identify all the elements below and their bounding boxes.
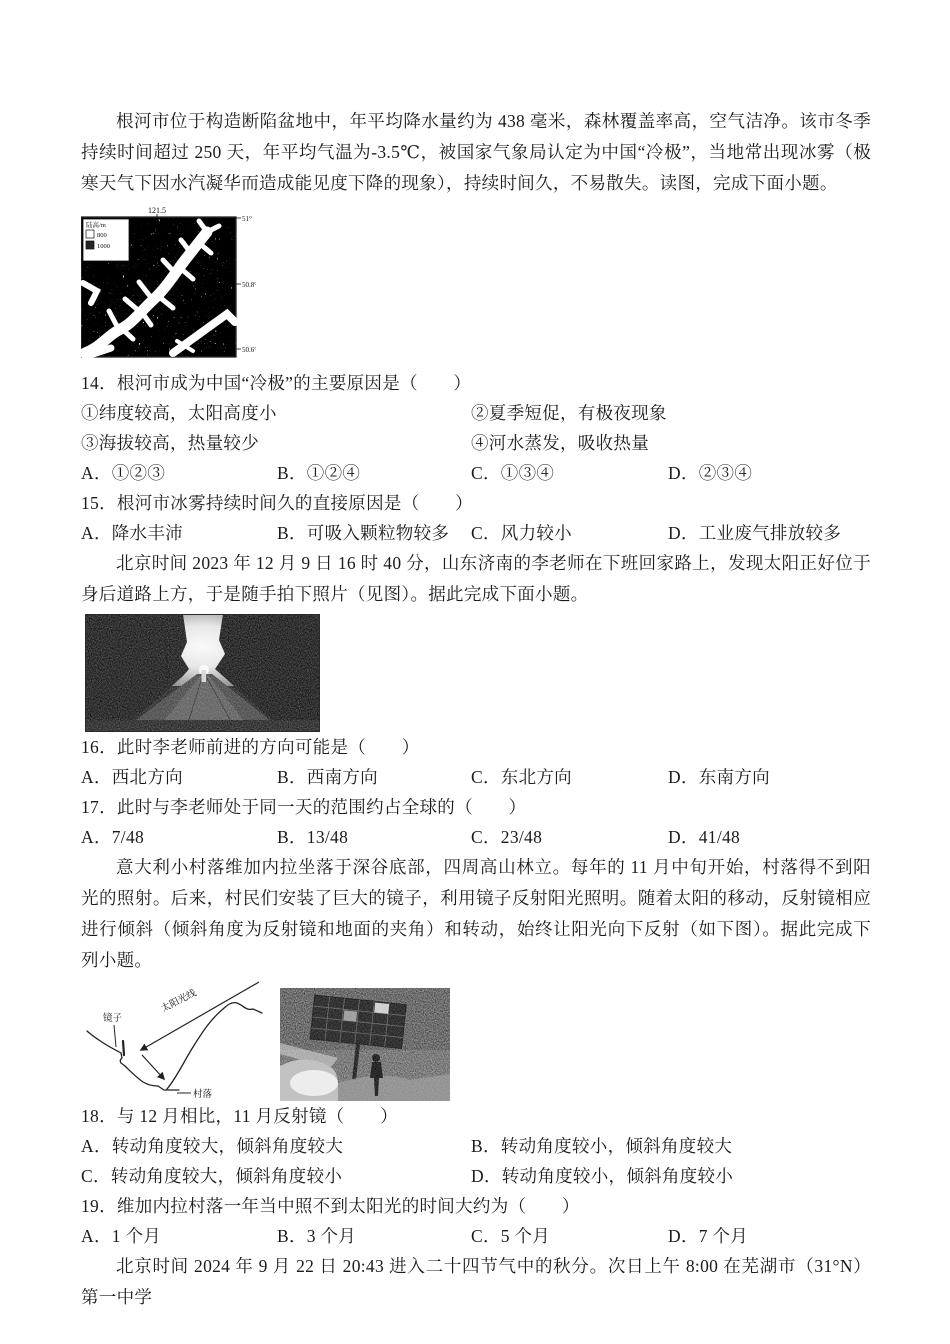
q15-option-b: B．可吸入颗粒物较多: [277, 523, 450, 543]
question-14: [81, 368, 871, 488]
question-19-options: [81, 1221, 871, 1251]
question-15-options: [81, 518, 871, 548]
q14-option-a: A．①②③: [81, 463, 166, 483]
genhe-map-figure: [81, 205, 871, 366]
q14-statement-1: ①纬度较高，太阳高度小: [81, 403, 277, 423]
q14-statement-3: ③海拔较高，热量较少: [81, 433, 259, 453]
question-15: [81, 488, 871, 548]
sun-ray-arrow: [141, 982, 259, 1050]
mirror-leader-line: [114, 1025, 116, 1047]
mirror-photo-grain-2: [280, 988, 450, 1101]
q14-statement-2: ②夏季短促，有极夜现象: [471, 403, 667, 423]
question-15-stem: 15．根河市冰雾持续时间久的直接原因是（ ）: [81, 493, 473, 513]
sunray-label: 太阳光线: [159, 988, 199, 1015]
question-18-options-row-2: [81, 1161, 871, 1191]
question-18-stem: 18．与 12 月相比，11 月反射镜（ ）: [81, 1106, 398, 1126]
map-city-label: 根河市: [115, 262, 139, 271]
q17-option-b: B．13/48: [277, 827, 349, 847]
q19-option-b: B．3 个月: [277, 1226, 357, 1246]
q16-option-c: C．东北方向: [471, 767, 572, 787]
map-longitude-label: 121.5: [148, 206, 166, 215]
q19-option-d: D．7 个月: [668, 1226, 749, 1246]
q17-option-c: C．23/48: [471, 827, 543, 847]
mirror-label: 镜子: [103, 1014, 123, 1024]
question-14-options: [81, 458, 871, 488]
map-legend-label-1000: 1000: [97, 243, 110, 250]
map-legend-swatch-1000: [86, 241, 94, 249]
map-legend: [83, 219, 129, 261]
q14-option-b: B．①②④: [277, 463, 361, 483]
passage-genhe-intro: 根河市位于构造断陷盆地中，年平均降水量约为 438 毫米，森林覆盖率高，空气洁净。该市冬季持续时间超过 250 天，年平均气温为-3.5℃，被国家气象局认定为中国“冷极”，当地常出现冰雾（极寒天气下因水汽凝华而造成能见度下降的现象），持续时间久，不易散失。读图，完成下面小题。: [81, 111, 871, 193]
genhe-elevation-map: [81, 205, 256, 361]
map-latitude-50-6: 50.6°: [242, 346, 256, 354]
viganella-figures: [81, 979, 871, 1101]
question-18: [81, 1101, 871, 1191]
q18-option-c: C．转动角度较大，倾斜角度较小: [81, 1166, 343, 1186]
q18-option-a: A．转动角度较大，倾斜角度较大: [81, 1136, 344, 1156]
photo-grain: [85, 614, 320, 732]
map-latitude-labels: [236, 215, 256, 354]
map-legend-label-800: 800: [97, 232, 107, 239]
valley-mirror-diagram: [81, 979, 266, 1101]
q16-option-b: B．西南方向: [277, 767, 378, 787]
q17-option-d: D．41/48: [668, 827, 741, 847]
question-19-stem: 19．维加内拉村落一年当中照不到太阳光的时间大约为（ ）: [81, 1196, 580, 1216]
passage-viganella: 意大利小村落维加内拉坐落于深谷底部，四周高山林立。每年的 11 月中旬开始，村落得不到阳光的照射。后来，村民们安装了巨大的镜子，利用镜子反射阳光照明。随着太阳的移动，反射镜相应进行倾斜（倾斜角度为反射镜和地面的夹角）和转动，始终让阳光向下反射（如下图）。据此完成下列小题。: [81, 857, 871, 970]
road-sunset-photo: [85, 614, 320, 732]
road-photo-figure: [85, 614, 871, 732]
q18-option-b: B．转动角度较小，倾斜角度较大: [471, 1136, 733, 1156]
question-14-statements-row-2: [81, 428, 871, 458]
question-16-stem: 16．此时李老师前进的方向可能是（ ）: [81, 737, 420, 757]
question-19: [81, 1191, 871, 1251]
q19-option-a: A．1 个月: [81, 1226, 162, 1246]
mirror-photo: [280, 988, 450, 1101]
map-legend-swatch-800: [86, 230, 94, 238]
passage-qiufen: 北京时间 2024 年 9 月 22 日 20:43 进入二十四节气中的秋分。次日上午 8:00 在芜湖市（31°N）第一中学: [81, 1256, 871, 1307]
map-river-label: 河: [110, 299, 118, 308]
question-17-stem: 17．此时与李老师处于同一天的范围约占全球的（ ）: [81, 797, 527, 817]
q16-option-d: D．东南方向: [668, 767, 770, 787]
q18-option-d: D．转动角度较小，倾斜角度较小: [471, 1166, 734, 1186]
question-16-options: [81, 762, 871, 792]
map-latitude-50-8: 50.8°: [242, 281, 256, 289]
exam-content: [81, 106, 871, 1313]
q14-statement-4: ④河水蒸发，吸收热量: [471, 433, 649, 453]
passage-jinan-photo: 北京时间 2023 年 12 月 9 日 16 时 40 分，山东济南的李老师在下班回家路上，发现太阳正好位于身后道路上方，于是随手拍下照片（见图）。据此完成下面小题。: [81, 553, 871, 604]
q17-option-a: A．7/48: [81, 827, 145, 847]
map-latitude-51: 51°: [242, 215, 252, 223]
village-label: 村落: [193, 1090, 213, 1100]
question-17: [81, 792, 871, 852]
reflected-ray-arrow: [142, 1055, 164, 1079]
q14-option-c: C．①③④: [471, 463, 555, 483]
question-16: [81, 732, 871, 792]
question-14-statements-row-1: [81, 398, 871, 428]
q15-option-c: C．风力较小: [471, 523, 572, 543]
question-14-stem: 14．根河市成为中国“冷极”的主要原因是（ ）: [81, 373, 472, 393]
question-17-options: [81, 822, 871, 852]
q15-option-a: A．降水丰沛: [81, 523, 183, 543]
q16-option-a: A．西北方向: [81, 767, 183, 787]
question-18-options-row-1: [81, 1131, 871, 1161]
q14-option-d: D．②③④: [668, 463, 753, 483]
q19-option-c: C．5 个月: [471, 1226, 551, 1246]
map-legend-title: 陆高/m: [86, 222, 106, 229]
q15-option-d: D．工业废气排放较多: [668, 523, 842, 543]
